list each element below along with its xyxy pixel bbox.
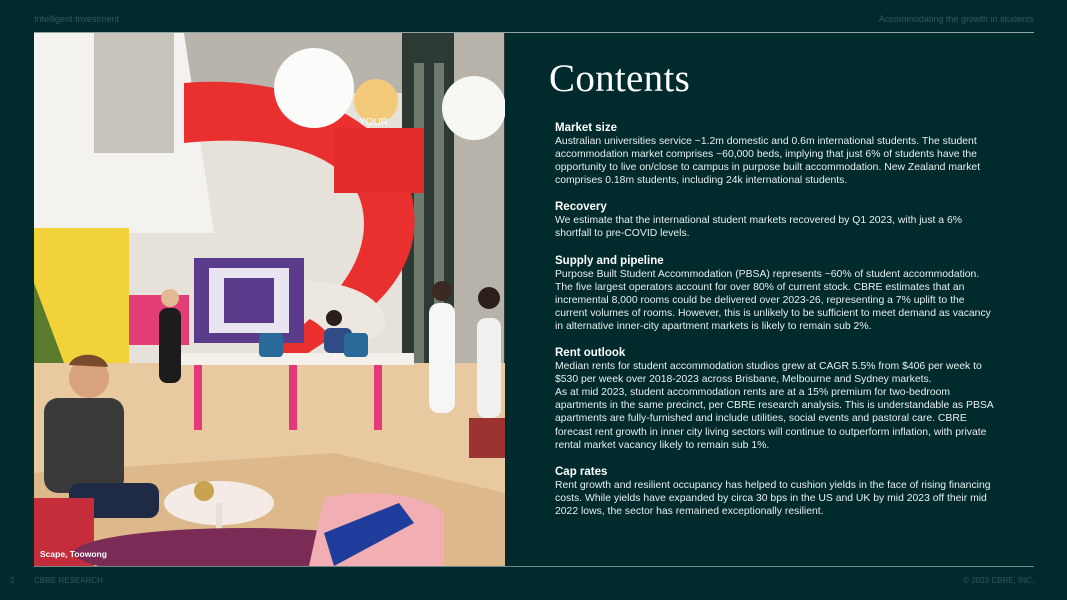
section-market-size (555, 122, 995, 187)
contents-list (555, 122, 995, 532)
section-body: We estimate that the international student markets recovered by Q1 2023, with just a 6% shortfall to pre-COVID levels. (555, 215, 962, 240)
bottom-rule (34, 566, 1034, 567)
student-lounge-illustration (34, 33, 505, 566)
footer-right: © 2023 CBRE, INC. (963, 576, 1034, 585)
section-heading: Rent outlook (555, 347, 626, 360)
section-heading: Market size (555, 122, 618, 134)
section-heading: Cap rates (555, 465, 608, 478)
photo-caption: Scape, Toowong (40, 549, 107, 559)
section-body: As at mid 2023, student accommodation rents are at a 15% premium for two-bedroom apartments in the same precinct, per CBRE research analysis. This is understandable as PBSA apartments are fully-furnished and include utilities, social events and pastoral care. CBRE forecast rent growth in inner city living sectors will continue to outperform inflation, with private rental market vacancy likely to remain sub 1%. (555, 387, 994, 451)
section-cap-rates (555, 466, 995, 518)
wall-sign-text: YOUR (359, 117, 388, 128)
section-body: Rent growth and resilient occupancy has helped to cushion yields in the face of rising financing costs. While yields have expanded by circa 30 bps in the US and UK by mid 2023 off their mid 2022 lows, the sector has remained exceptionally resilient. (555, 479, 991, 517)
section-heading: Recovery (555, 201, 607, 214)
section-body: Median rents for student accommodation studios grew at CAGR 5.5% from $406 per week to $530 per week over 2018-2023 across Brisbane, Melbourne and Sydney markets. (555, 361, 982, 386)
section-rent-outlook (555, 347, 995, 452)
page-title: Contents (549, 57, 691, 100)
header-left: Intelligent Investment (34, 14, 120, 24)
section-heading: Supply and pipeline (555, 254, 664, 267)
footer-left: CBRE RESEARCH (34, 576, 103, 585)
hero-photo (34, 33, 505, 566)
section-recovery (555, 201, 995, 240)
header-right: Accommodating the growth in students (878, 14, 1034, 24)
section-body: Purpose Built Student Accommodation (PBSA) represents ~60% of student accommodation. The five largest operators account for over 80% of current stock. CBRE estimates that an incremental 8,000 rooms could be delivered over 2023-26, representing a 7% uplift to the current volumes of rooms. However, this is unlikely to be sufficient to meet demand as vacancy in alternative inner-city apartment markets is likely to remain sub 2%. (555, 268, 991, 332)
page-number: 2 (10, 576, 15, 585)
section-supply-and-pipeline (555, 255, 995, 333)
section-body: Australian universities service ~1.2m domestic and 0.6m international students. The student accommodation market comprises ~60,000 beds, implying that just 6% of students have the opportunity to live on/close to campus in purpose built accommodation. New Zealand market comprises 0.18m students, including 24k international students. (555, 136, 981, 187)
